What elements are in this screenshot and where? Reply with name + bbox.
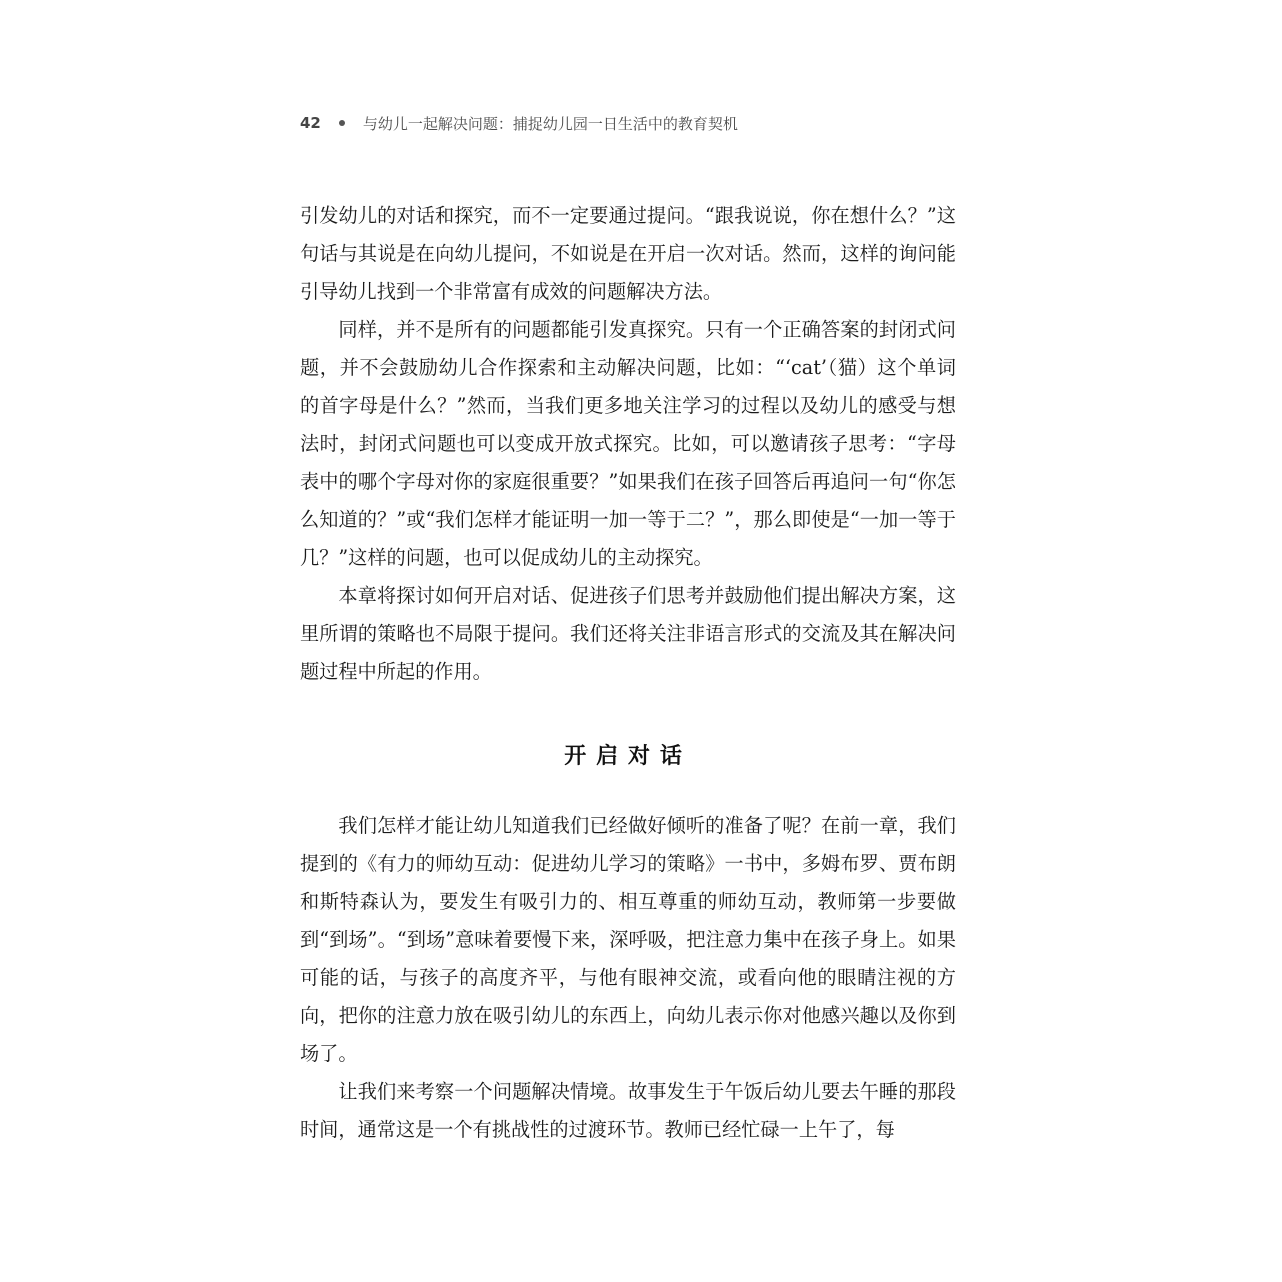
paragraph-continued: 引发幼儿的对话和探究，而不一定要通过提问。“跟我说说，你在想什么？”这句话与其说是在向幼儿提问，不如说是在开启一次对话。然而，这样的询问能引导幼儿找到一个非常富有成效的问题解决方法。: [300, 204, 956, 303]
page-number: 42: [300, 114, 321, 132]
paragraph-scenario: 让我们来考察一个问题解决情境。故事发生于午饭后幼儿要去午睡的那段时间，通常这是一个有挑战性的过渡环节。教师已经忙碌一上午了，每: [300, 1080, 956, 1141]
body-text-top: [300, 197, 956, 691]
paragraph-chapter-overview: 本章将探讨如何开启对话、促进孩子们思考并鼓励他们提出解决方案，这里所谓的策略也不局限于提问。我们还将关注非语言形式的交流及其在解决问题过程中所起的作用。: [300, 584, 956, 683]
book-title: 与幼儿一起解决问题：捕捉幼儿园一日生活中的教育契机: [362, 114, 738, 133]
paragraph-being-present: 我们怎样才能让幼儿知道我们已经做好倾听的准备了呢？在前一章，我们提到的《有力的师幼互动：促进幼儿学习的策略》一书中，多姆布罗、贾布朗和斯特森认为，要发生有吸引力的、相互尊重的师幼互动，教师第一步要做到“到场”。“到场”意味着要慢下来，深呼吸，把注意力集中在孩子身上。如果可能的话，与孩子的高度齐平，与他有眼神交流，或看向他的眼睛注视的方向，把你的注意力放在吸引幼儿的东西上，向幼儿表示你对他感兴趣以及你到场了。: [300, 814, 956, 1065]
bullet-icon: [339, 120, 345, 126]
running-header: [300, 110, 960, 136]
paragraph-closed-questions: 同样，并不是所有的问题都能引发真探究。只有一个正确答案的封闭式问题，并不会鼓励幼儿合作探索和主动解决问题，比如：“‘cat’（猫）这个单词的首字母是什么？”然而，当我们更多地关注学习的过程以及幼儿的感受与想法时，封闭式问题也可以变成开放式探究。比如，可以邀请孩子思考：“字母表中的哪个字母对你的家庭很重要？”如果我们在孩子回答后再追问一句“你怎么知道的？”或“我们怎样才能证明一加一等于二？”，那么即使是“一加一等于几？”这样的问题，也可以促成幼儿的主动探究。: [300, 318, 956, 569]
section-heading: 开启对话: [564, 743, 692, 769]
body-text-bottom: [300, 807, 956, 1149]
